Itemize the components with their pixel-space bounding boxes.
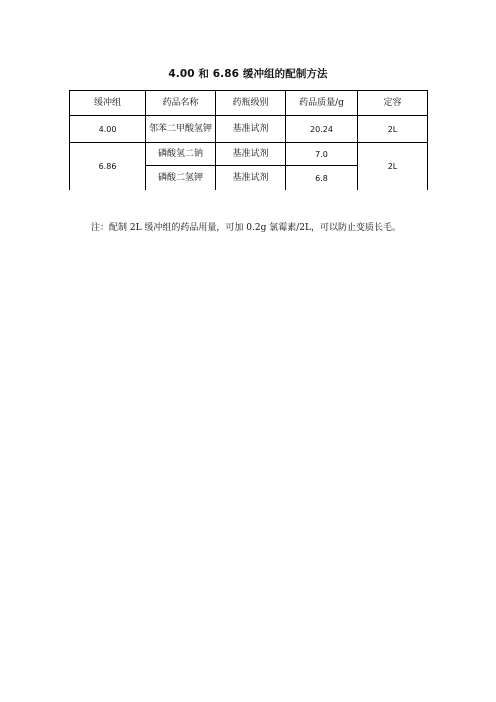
cell-drug-mass: 20.24 (286, 116, 358, 143)
cell-final-volume: 2L (358, 143, 428, 191)
cell-drug-mass: 6.8 (286, 166, 358, 191)
cell-drug-name: 磷酸氢二钠 (146, 143, 216, 166)
cell-drug-name: 磷酸二氢钾 (146, 166, 216, 191)
header-reagent-grade: 药瓶级别 (216, 91, 286, 116)
cell-buffer-group: 6.86 (70, 143, 146, 191)
cell-drug-name: 邻苯二甲酸氢钾 (146, 116, 216, 143)
cell-reagent-grade: 基准试剂 (216, 143, 286, 166)
cell-reagent-grade: 基准试剂 (216, 116, 286, 143)
header-buffer-group: 缓冲组 (70, 91, 146, 116)
table-header-row (70, 91, 428, 116)
header-drug-mass: 药品质量/g (286, 91, 358, 116)
table-row (70, 116, 428, 143)
cell-reagent-grade: 基准试剂 (216, 166, 286, 191)
cell-final-volume: 2L (358, 116, 428, 143)
cell-drug-mass: 7.0 (286, 143, 358, 166)
document-title: 4.00 和 6.86 缓冲组的配制方法 (168, 68, 328, 80)
cell-buffer-group: 4.00 (70, 116, 146, 143)
buffer-preparation-table (69, 90, 428, 190)
table-row (70, 143, 428, 166)
header-drug-name: 药品名称 (146, 91, 216, 116)
header-final-volume: 定容 (358, 91, 428, 116)
footnote: 注：配制 2L 缓冲组的药品用量，可加 0.2g 氯霉素/2L，可以防止变质长毛。 (91, 223, 401, 233)
